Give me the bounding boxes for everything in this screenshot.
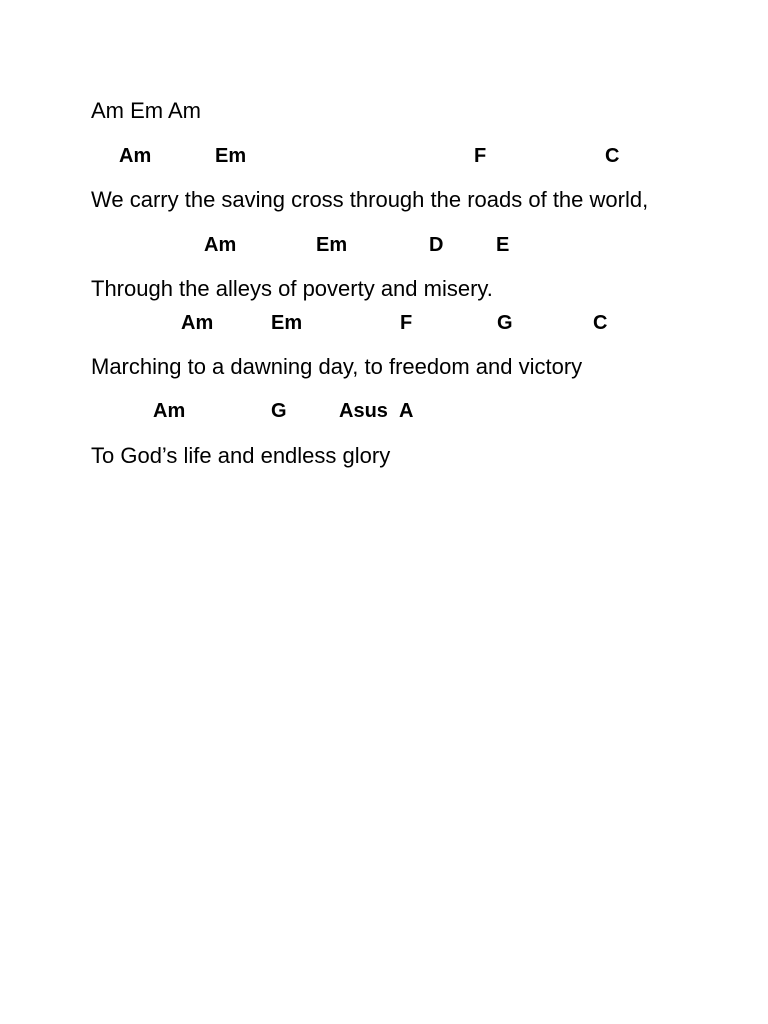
lyric-line: Through the alleys of poverty and misery. [91, 276, 493, 301]
chord: C [605, 145, 620, 167]
chord: Em [215, 145, 247, 167]
lyric-line: Marching to a dawning day, to freedom and victory [91, 354, 583, 379]
chord: G [271, 400, 287, 422]
lyric-line: We carry the saving cross through the roads of the world, [91, 187, 649, 212]
chord: Am [204, 234, 237, 256]
chord: Am [181, 312, 214, 334]
intro-chords: Am Em Am [91, 98, 202, 123]
chord: C [593, 312, 608, 334]
chord: Em [316, 234, 348, 256]
chord: A [399, 400, 414, 422]
chord: F [474, 145, 487, 167]
chord: Am [119, 145, 152, 167]
chord: F [400, 312, 413, 334]
chord: Asus [339, 400, 388, 422]
chord: G [497, 312, 513, 334]
lyric-line: To God’s life and endless glory [91, 443, 391, 468]
chord: D [429, 234, 444, 256]
chord: E [496, 234, 510, 256]
chord: Em [271, 312, 303, 334]
chord: Am [153, 400, 186, 422]
